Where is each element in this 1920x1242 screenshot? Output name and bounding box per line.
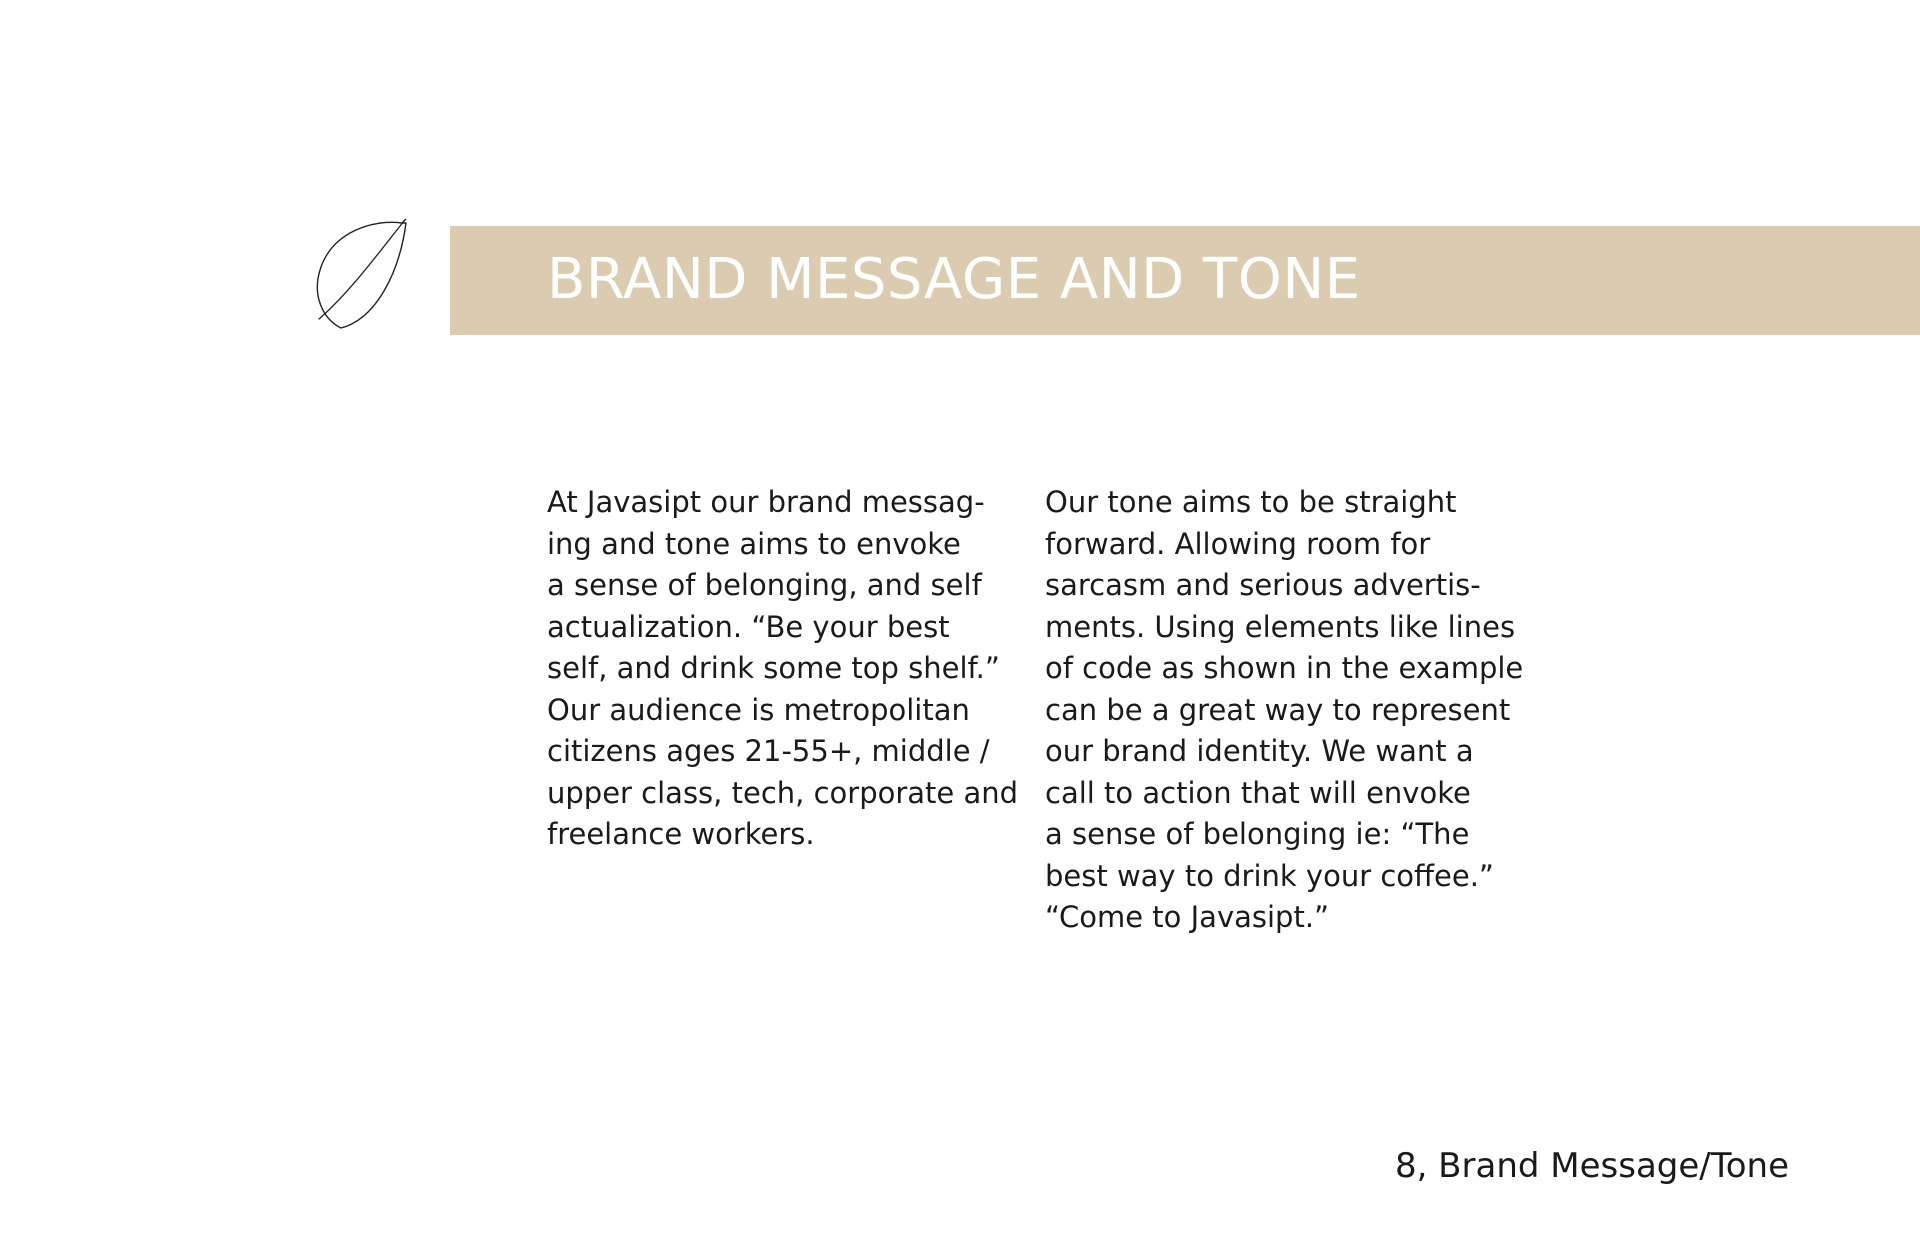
text-line: best way to drink your coffee.” — [1045, 858, 1494, 893]
text-line: “Come to Javasipt.” — [1045, 900, 1330, 934]
tone-column — [1045, 482, 1525, 939]
text-line: At Javasipt our brand messag- — [547, 485, 985, 519]
text-line: our brand identity. We want a — [1045, 734, 1474, 768]
leaf-icon — [305, 215, 415, 335]
text-line: a sense of belonging ie: “The — [1045, 817, 1470, 851]
text-line: a sense of belonging, and self — [547, 568, 982, 602]
text-line: of code as shown in the example — [1045, 651, 1524, 685]
text-line: freelance workers. — [547, 817, 815, 851]
text-line: sarcasm and serious advertis- — [1045, 568, 1481, 602]
brand-message-column — [547, 482, 1027, 856]
text-line: upper class, tech, corporate and — [547, 775, 1019, 810]
page-footer-label: 8, Brand Message/Tone — [1394, 1146, 1789, 1186]
text-line: Our tone aims to be straight — [1045, 485, 1457, 519]
text-line: citizens ages 21-55+, middle / — [547, 734, 990, 768]
text-line: ments. Using elements like lines — [1045, 609, 1516, 644]
text-line: actualization. “Be your best — [547, 609, 950, 644]
text-line: self, and drink some top shelf.” — [547, 651, 1000, 685]
text-line: can be a great way to represent — [1045, 692, 1511, 727]
page-title: BRAND MESSAGE AND TONE — [547, 247, 1361, 312]
text-line: call to action that will envoke — [1045, 775, 1471, 810]
text-line: forward. Allowing room for — [1045, 526, 1431, 561]
header-band — [450, 226, 1920, 335]
text-line: ing and tone aims to envoke — [547, 526, 961, 561]
text-line: Our audience is metropolitan — [547, 692, 970, 727]
